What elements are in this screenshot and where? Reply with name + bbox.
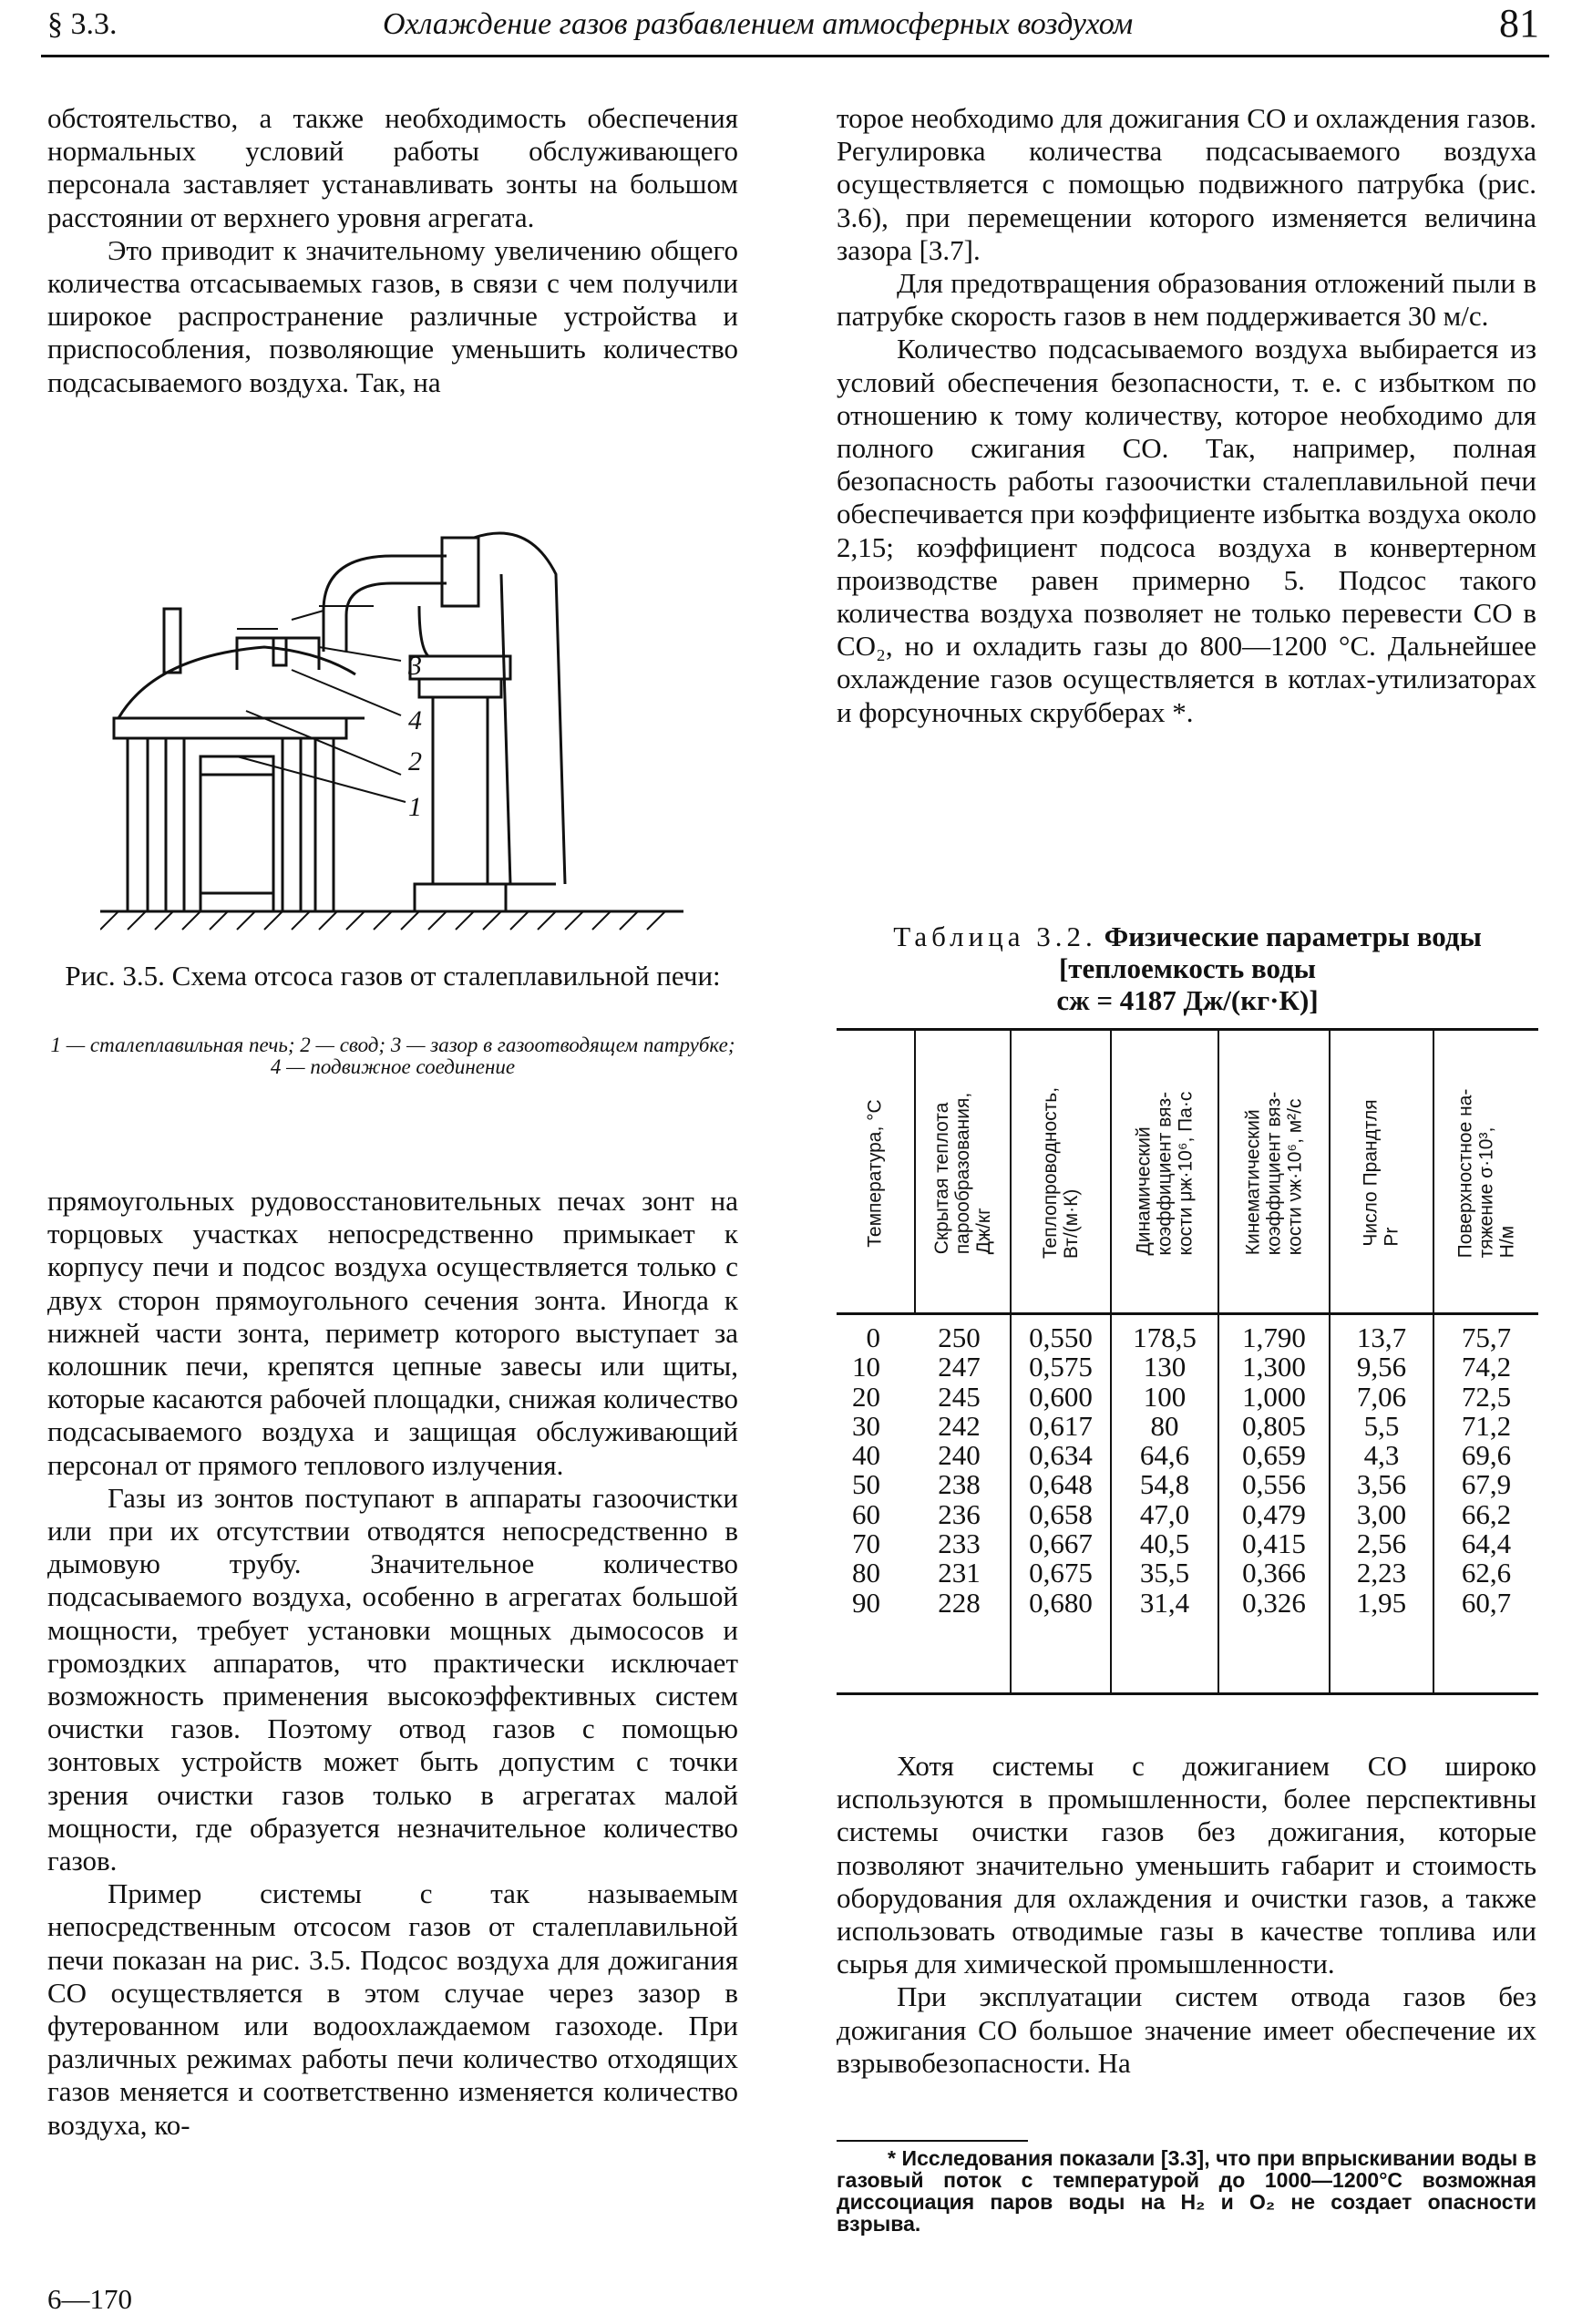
label-3: 3 <box>408 651 422 681</box>
table-cell: 40 <box>852 1439 880 1472</box>
column-dynamic-viscosity <box>1112 1323 1218 1618</box>
table-cell: 0,575 <box>1029 1351 1093 1383</box>
header-text: Динамический коэффициент вяз- кости μж·10⁶, Па·с <box>1133 1091 1197 1255</box>
paragraph: Газы из зонтов поступают в аппараты газоочистки или при их отсутствии отводятся непосредственно в дымовую трубу. Значительное количество подсасываемого воздуха, особенно в агрегатах большой мощности, требует установки мощных дымососов и громоздких аппаратов, что практически исключает возможность применения высокоэффективных систем очистки газов. Поэтому отвод газов с помощью зонтовых устройств может быть допустим с точки зрения очистки газов только в агрегатах малой мощности, где образуется незначительное количество газов. <box>47 1481 738 1877</box>
table-cell: 2,23 <box>1356 1557 1407 1589</box>
table-cell: 0,415 <box>1242 1527 1306 1560</box>
table-cell: 69,6 <box>1461 1439 1512 1472</box>
paragraph: Количество подсасываемого воздуха выбирается из условий обеспечения безопасности, т. е. с избытком по отношению к тому количеству, которое необходимо для полного сжигания СО. Так, например, полная безопасность работы газоочистки сталеплавильной печи обеспечивается при коэффициенте избытка воздуха около 2,15; коэффициент подсоса воздуха в конвертерном производстве равен примерно 5. Подсос такого количества воздуха позволяет не только перевести СО в СО₂, но и охладить газы до 800—1200 °С. Дальнейшее охлаждение газов осуществляется в котлах-утилизаторах и форсуночных скрубберах *. <box>837 333 1536 728</box>
table-cell: 0,675 <box>1029 1557 1093 1589</box>
footnote-rule <box>837 2140 1028 2142</box>
table-cell: 60 <box>852 1497 880 1530</box>
table-cell: 0,366 <box>1242 1557 1306 1589</box>
table-cell: 0,667 <box>1029 1527 1093 1560</box>
table-cell: 0,600 <box>1029 1380 1093 1413</box>
column-surface-tension <box>1434 1323 1538 1618</box>
table-cell: 1,300 <box>1242 1351 1306 1383</box>
table-cell: 62,6 <box>1461 1557 1512 1589</box>
table-cell: 80 <box>1150 1409 1179 1442</box>
paragraph: Хотя системы с дожиганием СО широко используются в промышленности, более перспективны системы очистки газов без дожигания, которые позволяют значительно уменьшить габарит и стоимость оборудования для охлаждения и очистки газов, а также использовать отводимые газы в качестве топлива или сырья для химической промышленности. <box>837 1750 1536 1980</box>
running-title: Охлаждение газов разбавлением атмосферных воздухом <box>383 7 1134 41</box>
table-cell: 233 <box>938 1527 981 1560</box>
label-4: 4 <box>408 705 422 735</box>
header-text: Поверхностное на- тяжение σ·10³, Н/м <box>1454 1088 1518 1258</box>
table-cell: 0,659 <box>1242 1439 1306 1472</box>
figure-caption: Рис. 3.5. Схема отсоса газов от сталеплавильной печи: <box>65 960 721 992</box>
label-1: 1 <box>408 792 422 822</box>
table-cell: 35,5 <box>1139 1557 1190 1589</box>
table-cell: 20 <box>852 1380 880 1413</box>
table-cell: 250 <box>938 1321 981 1353</box>
left-column-bottom <box>47 1185 738 2142</box>
table-cell: 0,617 <box>1029 1409 1093 1442</box>
header-prandtl <box>1331 1041 1433 1305</box>
table-cell: 10 <box>852 1351 880 1383</box>
table-title: Физические параметры воды [теплоемкость воды <box>1058 920 1482 984</box>
header-rule <box>41 55 1549 57</box>
table-cell: 4,3 <box>1363 1439 1400 1472</box>
header-conductivity <box>1012 1041 1110 1305</box>
section-number: § 3.3. <box>47 7 118 41</box>
header-text: Температура, °С <box>865 1098 887 1248</box>
table-cell: 50 <box>852 1468 880 1501</box>
table-cell: 231 <box>938 1557 981 1589</box>
table-cell: 13,7 <box>1356 1321 1407 1353</box>
table-cell: 0,556 <box>1242 1468 1306 1501</box>
table-cell: 3,56 <box>1356 1468 1407 1501</box>
header-latent-heat <box>916 1041 1010 1305</box>
paragraph: торое необходимо для дожигания СО и охлаждения газов. Регулировка количества подсасываемого воздуха осуществляется с помощью подвижного патрубка (рис. 3.6), при перемещении которого изменяется величина зазора [3.7]. <box>837 102 1536 266</box>
table-cell: 2,56 <box>1356 1527 1407 1560</box>
table-cell: 54,8 <box>1139 1468 1190 1501</box>
table-cell: 130 <box>1143 1351 1187 1383</box>
printer-signature: 6—170 <box>47 2283 132 2315</box>
table-cell: 236 <box>938 1497 981 1530</box>
table-cell: 72,5 <box>1461 1380 1512 1413</box>
table-cell: 1,95 <box>1356 1586 1407 1619</box>
right-column-bottom <box>837 1750 1536 2080</box>
table-cell: 238 <box>938 1468 981 1501</box>
column-conductivity <box>1012 1323 1110 1618</box>
table-cell: 228 <box>938 1586 981 1619</box>
table-cell: 74,2 <box>1461 1351 1512 1383</box>
table-cell: 247 <box>938 1351 981 1383</box>
header-dynamic-viscosity <box>1112 1041 1218 1305</box>
footnote: * Исследования показали [3.3], что при впрыскивании воды в газовый поток с температурой до 1000—1200°С возможная диссоциация паров воды на H₂ и O₂ не создает опасности взрыва. <box>837 2146 1536 2236</box>
table-cell: 67,9 <box>1461 1468 1512 1501</box>
table-cell: 71,2 <box>1461 1409 1512 1442</box>
left-column-top <box>47 102 738 399</box>
table-title-2: cж = 4187 Дж/(кг·К)] <box>1056 984 1319 1016</box>
column-temperature <box>837 1323 880 1618</box>
table-cell: 30 <box>852 1409 880 1442</box>
table-cell: 178,5 <box>1133 1321 1197 1353</box>
table-cell: 100 <box>1143 1380 1187 1413</box>
table-cell: 9,56 <box>1356 1351 1407 1383</box>
table-cell: 64,6 <box>1139 1439 1190 1472</box>
header-text: Число Прандтля Pr <box>1361 1099 1403 1247</box>
paragraph: прямоугольных рудовосстановительных печах зонт на торцовых участках непосредственно примыкает к корпусу печи и подсос воздуха осуществляется только с двух сторон прямоугольного сечения зонта. Иногда к нижней части зонта, периметр которого выступает за колошник печи, крепятся цепные завесы или щиты, которые касаются рабочей площадки, снижая количество подсасываемого воздуха и защищая обслуживающий персонал от прямого теплового излучения. <box>47 1185 738 1481</box>
page-number: 81 <box>1499 1 1539 46</box>
column-kinematic-viscosity <box>1219 1323 1329 1618</box>
table-cell: 0,634 <box>1029 1439 1093 1472</box>
column-latent-heat <box>916 1323 1002 1618</box>
table-cell: 242 <box>938 1409 981 1442</box>
table-cell: 31,4 <box>1139 1586 1190 1619</box>
table-label: Таблица 3.2. <box>893 920 1097 952</box>
figure-legend: 1 — сталеплавильная печь; 2 — свод; 3 — зазор в газоотводящем патрубке; 4 — подвижное соединение <box>50 1033 735 1078</box>
header-kinematic-viscosity <box>1219 1041 1329 1305</box>
table-cell: 47,0 <box>1139 1497 1190 1530</box>
table-cell: 60,7 <box>1461 1586 1512 1619</box>
figure-3-5-furnace-diagram <box>100 501 747 957</box>
table-cell: 5,5 <box>1363 1409 1400 1442</box>
table-cell: 90 <box>852 1586 880 1619</box>
header-text: Кинематический коэффициент вяз- кости νж·10⁶, м²/с <box>1242 1091 1306 1255</box>
table-caption <box>837 920 1538 1016</box>
paragraph: Пример системы с так называемым непосредственным отсосом газов от сталеплавильной печи показан на рис. 3.5. Подсос воздуха для дожигания СО осуществляется в этом случае через зазор в футерованном или водоохлаждаемом газоходе. При различных режимах работы печи количество отходящих газов меняется и соответственно изменяется количество воздуха, ко- <box>47 1877 738 2141</box>
table-cell: 1,790 <box>1242 1321 1306 1353</box>
paragraph: Для предотвращения образования отложений пыли в патрубке скорость газов в нем поддерживается 30 м/с. <box>837 267 1536 333</box>
table-cell: 245 <box>938 1380 981 1413</box>
table-cell: 240 <box>938 1439 981 1472</box>
paragraph: При эксплуатации систем отвода газов без дожигания СО большое значение имеет обеспечение их взрывобезопасности. На <box>837 1980 1536 2079</box>
table-cell: 7,06 <box>1356 1380 1407 1413</box>
table-cell: 0,326 <box>1242 1586 1306 1619</box>
table-cell: 3,00 <box>1356 1497 1407 1530</box>
table-cell: 40,5 <box>1139 1527 1190 1560</box>
table-cell: 70 <box>852 1527 880 1560</box>
table-cell: 0 <box>866 1321 880 1353</box>
table-cell: 0,680 <box>1029 1586 1093 1619</box>
table-cell: 66,2 <box>1461 1497 1512 1530</box>
paragraph: обстоятельство, а также необходимость обеспечения нормальных условий работы обслуживающего персонала заставляет устанавливать зонты на большом расстоянии от верхнего уровня агрегата. <box>47 102 738 233</box>
header-surface-tension <box>1434 1041 1538 1305</box>
table-cell: 0,648 <box>1029 1468 1093 1501</box>
right-column-top <box>837 102 1536 729</box>
header-text: Скрытая теплота парообразования, Дж/кг <box>931 1092 995 1254</box>
table-cell: 75,7 <box>1461 1321 1512 1353</box>
table-cell: 80 <box>852 1557 880 1589</box>
header-temperature <box>837 1041 914 1305</box>
label-2: 2 <box>408 746 422 776</box>
paragraph: Это приводит к значительному увеличению общего количества отсасываемых газов, в связи с чем получили широкое распространение различные устройства и приспособления, позволяющие уменьшить количество подсасываемого воздуха. Так, на <box>47 233 738 398</box>
table-cell: 0,805 <box>1242 1409 1306 1442</box>
column-prandtl <box>1331 1323 1433 1618</box>
table-cell: 64,4 <box>1461 1527 1512 1560</box>
table-cell: 0,658 <box>1029 1497 1093 1530</box>
header-text: Теплопроводность, Вт/(м·К) <box>1040 1086 1083 1260</box>
table-cell: 0,550 <box>1029 1321 1093 1353</box>
table-cell: 0,479 <box>1242 1497 1306 1530</box>
table-cell: 1,000 <box>1242 1380 1306 1413</box>
